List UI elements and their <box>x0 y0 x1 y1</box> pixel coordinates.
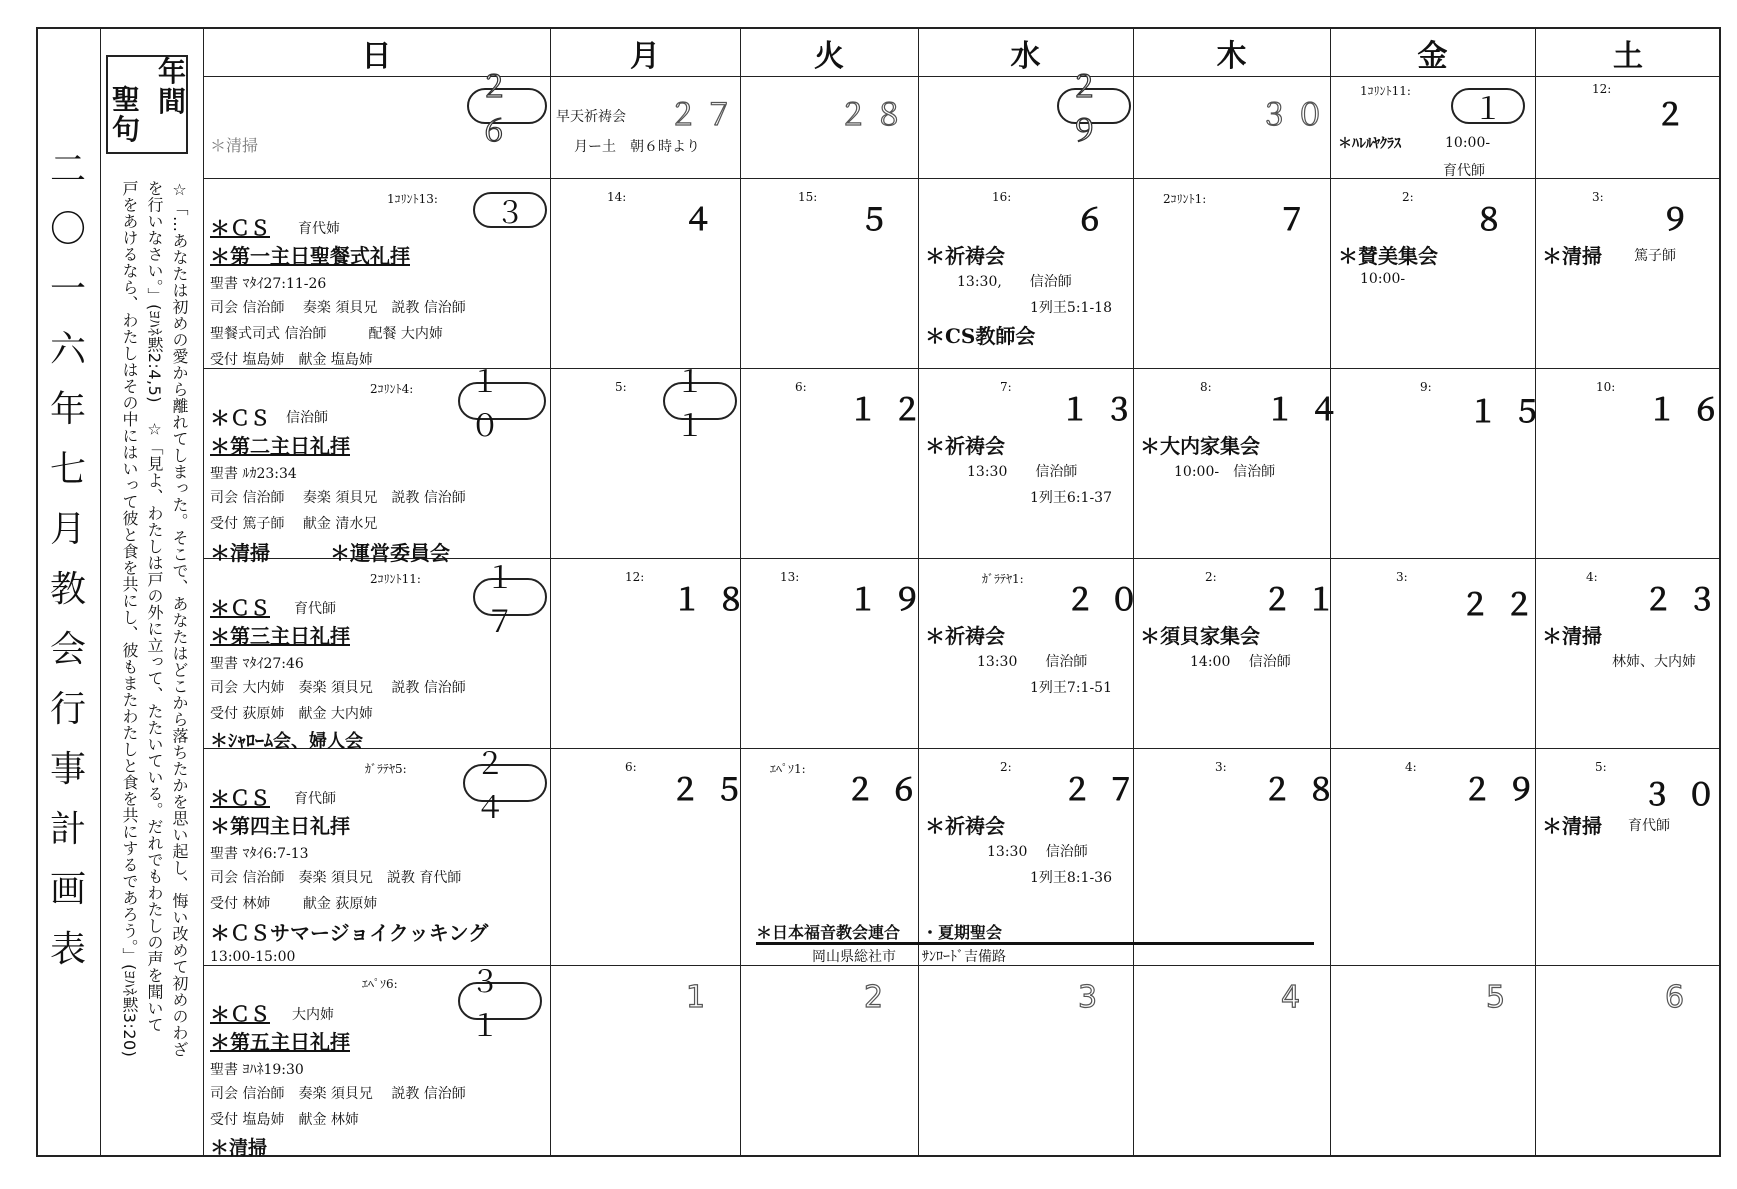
bible-ref: 2: <box>1205 570 1217 584</box>
event-text: ＊ＣＳ <box>210 786 270 810</box>
event-text: ＊ＣＳ <box>210 406 270 430</box>
bible-ref: 3: <box>1592 190 1604 204</box>
event-text: ＊ＣＳ <box>210 596 270 620</box>
title-char: 表 <box>49 929 86 970</box>
date-number: 4 <box>1281 980 1307 1015</box>
bible-ref: 3: <box>1396 570 1408 584</box>
event-text: ＊清掃 <box>1542 814 1602 838</box>
date-number: ２７ <box>668 98 740 133</box>
divider <box>203 748 1721 749</box>
bible-ref: 1ｺﾘﾝﾄ11: <box>1360 84 1411 98</box>
bible-ref: 2: <box>1402 190 1414 204</box>
event-text: 聖書 ﾏﾀｲ27:11-26 <box>210 276 327 292</box>
title-char: 〇 <box>49 209 86 250</box>
day-header-wed: 水 <box>1010 39 1041 74</box>
event-text: 10:00- 信治師 <box>1174 464 1276 480</box>
yearly-verse-label <box>106 55 188 154</box>
bible-ref: 2ｺﾘﾝﾄ1: <box>1163 192 1207 206</box>
date-number: ３１ <box>458 982 542 1020</box>
event-text: ＊第三主日礼拝 <box>210 624 350 648</box>
event-text: ＊第二主日礼拝 <box>210 434 350 458</box>
date-number: １２ <box>848 393 936 428</box>
date-number: 5 <box>1486 980 1512 1015</box>
event-text: 14:00 信治師 <box>1190 654 1291 670</box>
date-number: ２１ <box>1262 583 1350 618</box>
bible-ref: 12: <box>1592 82 1612 96</box>
event-text: 10:00- <box>1360 271 1406 287</box>
title-char: 会 <box>49 629 86 670</box>
event-text: 受付 林姉 献金 荻原姉 <box>210 896 378 912</box>
event-text: ＊祈祷会 <box>925 814 1005 838</box>
event-text: 篤子師 <box>1634 248 1676 264</box>
event-text: 聖書 ﾏﾀｲ6:7-13 <box>210 846 309 862</box>
event-text: ＊ＣＳ <box>210 1002 270 1026</box>
bible-ref: 1ｺﾘﾝﾄ13: <box>387 192 438 206</box>
bible-ref: 6: <box>625 760 637 774</box>
title-char: 事 <box>49 749 86 790</box>
event-text: 1列王7:1-51 <box>1030 680 1112 696</box>
event-text: 聖書 ﾙｶ23:34 <box>210 466 297 482</box>
date-number: ２４ <box>463 764 547 802</box>
divider <box>203 368 1721 369</box>
date-number: 6 <box>1665 980 1691 1015</box>
date-number: １ <box>1451 88 1525 124</box>
event-text: ｻﾝﾛｰﾄﾞ吉備路 <box>922 949 1006 965</box>
date-number: １７ <box>473 578 547 616</box>
event-text: ＊ﾊﾚﾙﾔｸﾗｽ <box>1338 136 1401 152</box>
day-header-thu: 木 <box>1216 39 1247 74</box>
day-header-sun: 日 <box>361 39 392 74</box>
date-number: ２８ <box>838 98 910 133</box>
date-number: ２８ <box>1262 773 1350 808</box>
event-text: ＊ｼｬﾛｰﾑ会、婦人会 <box>210 731 363 752</box>
event-text: 月ー土 朝６時より <box>574 139 700 155</box>
event-text: 1列王6:1-37 <box>1030 490 1112 506</box>
date-number: ２３ <box>1643 583 1731 618</box>
divider <box>550 27 551 1157</box>
bible-ref: 6: <box>795 380 807 394</box>
event-text: 司会 信治師 奏楽 須貝兄 説教 信治師 <box>210 300 466 316</box>
verse-line: ☆「…あなたは初めの愛から離れてしまった。そこで、あなたはどこから落ちたかを思い起し、悔い改めて初めのわざ <box>170 180 189 1058</box>
title-char: 教 <box>49 569 86 610</box>
event-text: 13:30 信治師 <box>977 654 1088 670</box>
bible-ref: 13: <box>780 570 800 584</box>
event-text: 育代師 <box>294 791 336 807</box>
event-span-bar <box>756 942 1314 945</box>
bible-ref: ｶﾞﾗﾃﾔ5: <box>365 762 407 776</box>
event-text: ＊第五主日礼拝 <box>210 1030 350 1054</box>
bible-ref: 9: <box>1420 380 1432 394</box>
date-number: １６ <box>1647 393 1735 428</box>
event-text: 大内姉 <box>292 1007 334 1023</box>
date-number: ２６ <box>845 773 933 808</box>
date-number: ９ <box>1660 203 1704 238</box>
event-text: 岡山県総社市 <box>812 949 896 965</box>
bible-ref: 14: <box>607 190 627 204</box>
bible-ref: 2ｺﾘﾝﾄ4: <box>370 382 414 396</box>
date-number: １３ <box>1060 393 1148 428</box>
event-text: ＊CS教師会 <box>925 324 1036 348</box>
bible-ref: ｴﾍﾟｿ1: <box>770 762 806 776</box>
date-number: ５ <box>859 203 903 238</box>
event-text: ＊祈祷会 <box>925 624 1005 648</box>
verse-label-b: 年間 <box>158 55 187 118</box>
day-header-sat: 土 <box>1613 39 1643 74</box>
date-number: １０ <box>458 382 546 420</box>
event-text: 林姉、大内姉 <box>1612 654 1696 670</box>
title-char: 六 <box>49 329 86 370</box>
event-text: 13:30 信治師 <box>987 844 1088 860</box>
date-number: ２６ <box>467 88 547 124</box>
title-char: 年 <box>49 389 86 430</box>
bible-ref: 15: <box>798 190 818 204</box>
date-number: ６ <box>1075 203 1119 238</box>
event-text: 13:30, 信治師 <box>957 274 1072 290</box>
bible-ref: 12: <box>625 570 645 584</box>
verse-line: を行いなさい。」(ﾖﾊﾈ黙2:4,5) ☆「見よ、わたしは戸の外に立って、たたいている。だれでもわたしの声を聞いて <box>145 180 164 1034</box>
title-char: 計 <box>49 809 86 850</box>
event-text: ＊祈祷会 <box>925 244 1005 268</box>
day-header-mon: 月 <box>630 39 660 74</box>
event-text: 1列王5:1-18 <box>1030 300 1112 316</box>
bible-ref: 3: <box>1215 760 1227 774</box>
bible-ref: 4: <box>1405 760 1417 774</box>
date-number: １４ <box>1265 393 1353 428</box>
event-text: ＊日本福音教会連合 <box>756 923 901 942</box>
event-text: ・夏期聖会 <box>922 923 1003 942</box>
event-text: 13:00-15:00 <box>210 949 296 965</box>
event-text: 育代師 <box>1628 818 1670 834</box>
date-number: １８ <box>672 583 760 618</box>
date-number: ４ <box>683 203 727 238</box>
event-text: 1列王8:1-36 <box>1030 870 1112 886</box>
date-number: 2 <box>864 980 890 1015</box>
event-text: 育代姉 <box>298 221 340 237</box>
event-text: ＊大内家集会 <box>1140 434 1260 458</box>
bible-ref: 8: <box>1200 380 1212 394</box>
date-number: 3 <box>1078 980 1104 1015</box>
event-text: 司会 大内姉 奏楽 須貝兄 説教 信治師 <box>210 680 466 696</box>
event-text: ＊賛美集会 <box>1338 244 1438 268</box>
event-text: 司会 信治師 奏楽 須貝兄 説教 育代師 <box>210 870 462 886</box>
event-text: 受付 塩島姉 献金 林姉 <box>210 1112 359 1128</box>
event-text: ＊清掃 <box>1542 624 1602 648</box>
date-number: ７ <box>1277 203 1321 238</box>
date-number: １５ <box>1468 395 1556 430</box>
date-number: ２９ <box>1462 773 1550 808</box>
event-text: 10:00- <box>1445 135 1491 151</box>
event-text: 聖書 ﾖﾊﾈ19:30 <box>210 1062 304 1078</box>
event-text: ＊祈祷会 <box>925 434 1005 458</box>
event-text: 受付 塩島姉 献金 塩島姉 <box>210 352 373 368</box>
date-number: ２０ <box>1065 583 1153 618</box>
title-char: 七 <box>49 449 86 490</box>
date-number: ３０ <box>1642 778 1730 813</box>
date-number: １９ <box>848 583 936 618</box>
page-title <box>36 140 100 980</box>
date-number: ２７ <box>1062 773 1150 808</box>
date-number: ３０ <box>1259 98 1331 133</box>
event-text: 育代師 <box>1443 163 1485 179</box>
bible-ref: ｴﾍﾟｿ6: <box>362 977 398 991</box>
date-number: ２２ <box>1460 588 1548 623</box>
bible-ref: 16: <box>992 190 1012 204</box>
event-text: 13:30 信治師 <box>967 464 1078 480</box>
event-text: 受付 荻原姉 献金 大内姉 <box>210 706 373 722</box>
title-char: 行 <box>49 689 86 730</box>
date-number: ８ <box>1474 203 1518 238</box>
title-char: 月 <box>49 509 86 550</box>
event-text: 聖餐式司式 信治師 配餐 大内姉 <box>210 326 443 342</box>
date-number: ２５ <box>670 773 758 808</box>
event-text: ＊清掃 <box>210 136 259 155</box>
day-header-tue: 火 <box>814 39 844 74</box>
event-text: ＊第四主日礼拝 <box>210 814 350 838</box>
event-text: ＊清掃 ＊運営委員会 <box>210 541 450 565</box>
bible-ref: 2ｺﾘﾝﾄ11: <box>370 572 421 586</box>
bible-ref: 5: <box>1595 760 1607 774</box>
event-text: 早天祈祷会 <box>556 109 626 125</box>
event-text: ＊清掃 <box>210 1137 268 1159</box>
event-text: 司会 信治師 奏楽 須貝兄 説教 信治師 <box>210 1086 466 1102</box>
event-text: 信治師 <box>286 410 328 426</box>
event-text: 育代師 <box>294 601 336 617</box>
event-text: 受付 篤子師 献金 清水兄 <box>210 516 378 532</box>
bible-ref: 7: <box>1000 380 1012 394</box>
event-text: ＊ＣＳ <box>210 216 270 240</box>
bible-ref: 4: <box>1586 570 1598 584</box>
event-text: ＊須貝家集会 <box>1140 624 1260 648</box>
divider <box>203 178 1721 179</box>
event-text: ＊ＣＳサマージョイクッキング <box>210 921 489 945</box>
divider <box>203 27 204 1157</box>
event-text: ＊第一主日聖餐式礼拝 <box>210 244 410 268</box>
verse-line: 戸をあけるなら、わたしはその中にはいって彼と食を共にし、彼もまたわたしと食を共にするであろう。」(ﾖﾊﾈ黙3:20) <box>120 180 139 1058</box>
verse-label-a: 聖句 <box>112 83 141 146</box>
date-number: ２９ <box>1057 88 1131 124</box>
date-number: ３ <box>473 192 547 228</box>
date-number: ２ <box>1655 98 1699 133</box>
bible-ref: 10: <box>1596 380 1616 394</box>
event-text: ＊清掃 <box>1542 244 1602 268</box>
title-char: 二 <box>49 149 86 190</box>
date-number: １１ <box>663 382 737 420</box>
bible-ref: 2: <box>1000 760 1012 774</box>
divider <box>100 27 101 1157</box>
date-number: 1 <box>686 980 712 1015</box>
event-text: 聖書 ﾏﾀｲ27:46 <box>210 656 304 672</box>
title-char: 一 <box>49 269 86 310</box>
day-header-fri: 金 <box>1417 39 1448 74</box>
divider <box>203 76 1721 77</box>
event-text: 司会 信治師 奏楽 須貝兄 説教 信治師 <box>210 490 466 506</box>
title-char: 画 <box>49 869 86 910</box>
bible-ref: 5: <box>615 380 627 394</box>
bible-ref: ｶﾞﾗﾃﾔ1: <box>982 572 1024 586</box>
